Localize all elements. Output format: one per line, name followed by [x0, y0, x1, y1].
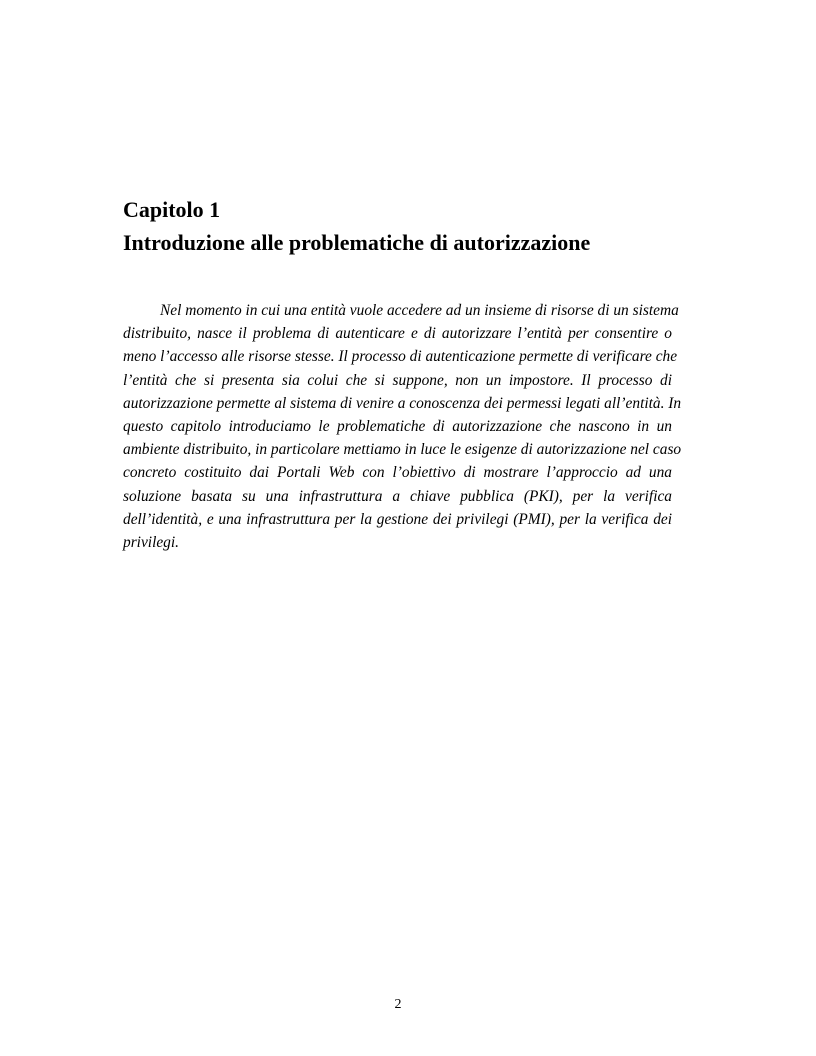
paragraph-line: concreto costituito dai Portali Web con l’obiettivo di mostrare l’approccio ad una — [123, 464, 672, 482]
paragraph-line: Nel momento in cui una entità vuole accedere ad un insieme di risorse di un sistema — [160, 302, 679, 319]
paragraph-line: l’entità che si presenta sia colui che si suppone, non un impostore. Il processo di — [123, 371, 672, 389]
paragraph-line: questo capitolo introduciamo le problematiche di autorizzazione che nascono in un — [123, 418, 672, 436]
intro-paragraph — [123, 299, 682, 554]
paragraph-line: dell’identità, e una infrastruttura per la gestione dei privilegi (PMI), per la verifica dei — [123, 510, 672, 528]
paragraph-line: autorizzazione permette al sistema di venire a conoscenza dei permessi legati all’entità. In — [123, 394, 682, 412]
page-number: 2 — [394, 997, 402, 1012]
paragraph-line: distribuito, nasce il problema di autenticare e di autorizzare l’entità per consentire o — [123, 325, 672, 343]
chapter-title: Introduzione alle problematiche di autorizzazione — [123, 230, 591, 255]
paragraph-line: meno l’accesso alle risorse stesse. Il processo di autenticazione permette di verificare che — [123, 348, 678, 366]
chapter-number: Capitolo 1 — [123, 197, 221, 222]
paragraph-line: privilegi. — [123, 534, 179, 552]
paragraph-line: ambiente distribuito, in particolare mettiamo in luce le esigenze di autorizzazione nel caso — [123, 441, 682, 459]
paragraph-line: soluzione basata su una infrastruttura a chiave pubblica (PKI), per la verifica — [123, 487, 672, 505]
